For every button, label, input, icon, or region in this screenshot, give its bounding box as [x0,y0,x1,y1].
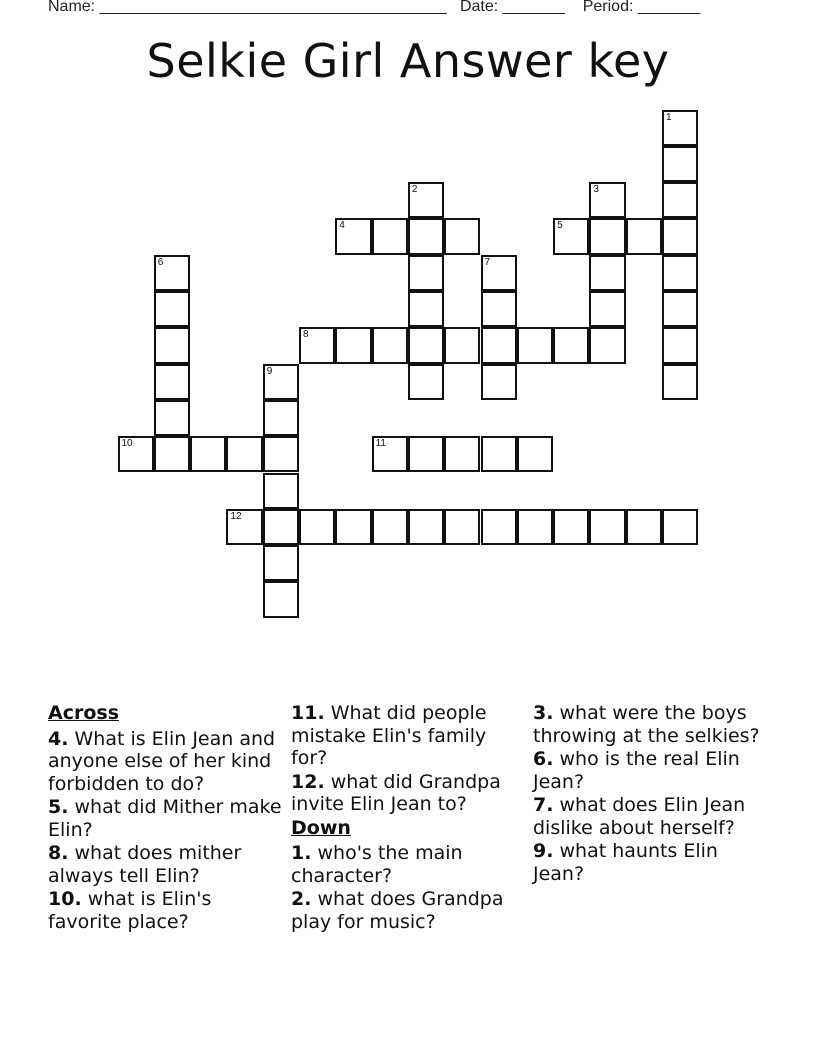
grid-cell[interactable] [408,182,444,218]
down-heading: Down [291,816,351,839]
clue-across-5: 5. what did Mither make Elin? [48,796,282,841]
clue-number: 7 [484,256,491,268]
grid-cell[interactable] [662,218,698,254]
across-heading: Across [48,702,120,724]
grid-cell[interactable] [662,509,698,545]
clue-across-8: 8. what does mither always tell Elin? [48,842,242,887]
grid-cell[interactable] [553,218,589,254]
name-field-label: Name: _______________________________________ [48,0,447,15]
grid-cell[interactable] [408,436,444,472]
grid-cell[interactable] [444,509,480,545]
clue-across-11: 11. What did people mistake Elin's family for? [291,702,487,769]
grid-cell[interactable] [226,436,262,472]
grid-cell[interactable] [299,509,335,545]
grid-cell[interactable] [154,291,190,327]
grid-cell[interactable] [190,436,226,472]
grid-cell[interactable] [372,436,408,472]
grid-cell[interactable] [408,509,444,545]
grid-cell[interactable] [408,327,444,363]
clue-number: 11 [375,438,386,450]
grid-cell[interactable] [481,509,517,545]
clue-number: 1 [666,111,672,123]
clue-across-10: 10. what is Elin's favorite place? [48,888,212,933]
grid-cell[interactable] [662,146,698,182]
grid-cell[interactable] [589,291,625,327]
grid-cell[interactable] [589,218,625,254]
clue-number: 3 [593,184,599,196]
period-field-label: Period: _______ [582,0,701,15]
grid-cell[interactable] [517,436,553,472]
clue-down-2: 2. what does Grandpa play for music? [291,888,504,933]
grid-cell[interactable] [263,436,299,472]
grid-cell[interactable] [553,327,589,363]
grid-cell[interactable] [662,364,698,400]
grid-cell[interactable] [662,255,698,291]
grid-cell[interactable] [589,182,625,218]
clue-across-12: 12. what did Grandpa invite Elin Jean to? [291,770,501,815]
clue-number: 9 [266,365,273,377]
grid-cell[interactable] [589,327,625,363]
grid-cell[interactable] [444,436,480,472]
clue-number: 8 [303,329,309,341]
grid-cell[interactable] [372,327,408,363]
clue-number: 4 [339,220,345,232]
grid-cell[interactable] [154,400,190,436]
grid-cell[interactable] [626,218,662,254]
clue-number: 5 [557,220,563,232]
grid-cell[interactable] [335,327,371,363]
grid-cell[interactable] [335,509,371,545]
grid-cell[interactable] [553,509,589,545]
page-title: Selkie Girl Answer key [146,34,670,88]
clue-number: 2 [411,184,418,196]
grid-cell[interactable] [263,509,299,545]
grid-cell[interactable] [263,400,299,436]
grid-cell[interactable] [299,327,335,363]
grid-cell[interactable] [481,291,517,327]
clue-down-6: 6. who is the real Elin Jean? [533,748,740,793]
clue-number: 12 [230,510,242,522]
grid-cell[interactable] [444,218,480,254]
grid-cell[interactable] [589,509,625,545]
clue-across-4: 4. What is Elin Jean and anyone else of her kind forbidden to do? [48,727,276,795]
grid-cell[interactable] [408,291,444,327]
clue-down-3: 3. what were the boys throwing at the selkies? [533,702,760,747]
grid-cell[interactable] [481,327,517,363]
grid-cell[interactable] [517,509,553,545]
grid-cell[interactable] [408,218,444,254]
grid-cell[interactable] [481,364,517,400]
grid-cell[interactable] [154,364,190,400]
grid-cell[interactable] [154,255,190,291]
clue-down-7: 7. what does Elin Jean dislike about herself? [533,794,746,839]
clue-down-9: 9. what haunts Elin Jean? [533,840,718,885]
grid-cell[interactable] [154,436,190,472]
grid-cell[interactable] [263,473,299,509]
grid-cell[interactable] [335,218,371,254]
date-field-label: Date: _______ [459,0,565,15]
clue-down-1: 1. who's the main character? [291,842,463,887]
grid-cell[interactable] [662,327,698,363]
grid-cell[interactable] [662,291,698,327]
clues-column-1 [48,702,284,934]
grid-cell[interactable] [626,509,662,545]
grid-cell[interactable] [154,327,190,363]
grid-cell[interactable] [263,545,299,581]
grid-cell[interactable] [589,255,625,291]
grid-cell[interactable] [481,436,517,472]
grid-cell[interactable] [372,509,408,545]
grid-cell[interactable] [408,364,444,400]
clues-column-2 [291,702,527,934]
clue-number: 6 [157,256,164,268]
clues-column-3 [533,702,769,886]
clue-number: 10 [121,438,133,450]
grid-cell[interactable] [444,327,480,363]
grid-cell[interactable] [226,509,262,545]
grid-cell[interactable] [118,436,154,472]
grid-cell[interactable] [662,110,698,146]
grid-cell[interactable] [372,218,408,254]
grid-cell[interactable] [263,364,299,400]
grid-cell[interactable] [517,327,553,363]
grid-cell[interactable] [408,255,444,291]
grid-cell[interactable] [662,182,698,218]
grid-cell[interactable] [263,581,299,617]
grid-cell[interactable] [481,255,517,291]
